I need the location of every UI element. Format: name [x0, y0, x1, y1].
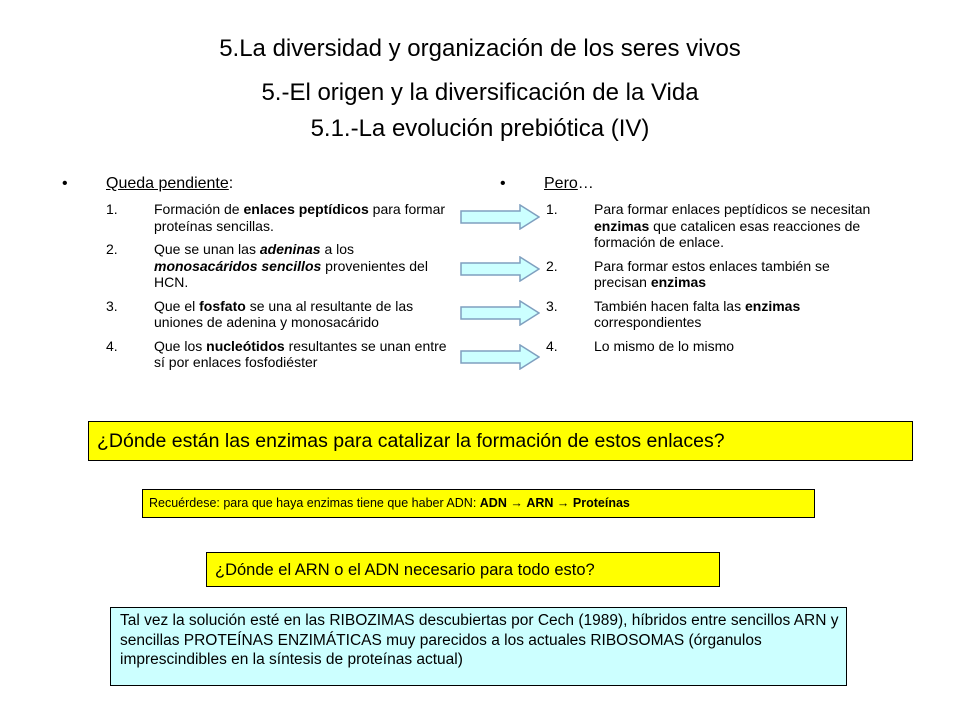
list-item: [546, 298, 886, 331]
item-text: Para formar estos enlaces también se precisan: [594, 257, 830, 290]
list-number: 3.: [546, 297, 558, 314]
item-text: Formación de: [154, 201, 244, 217]
item-bold: enzimas: [744, 297, 801, 314]
list-number: 1.: [546, 201, 558, 217]
reminder-arn: ARN: [526, 496, 554, 510]
item-text: para formar proteínas sencillas.: [154, 201, 446, 234]
title-subsection: 5.1.-La evolución prebiótica (IV): [310, 115, 650, 142]
right-arrow-icon: [460, 344, 540, 370]
list-item: [106, 338, 454, 371]
solution-box: Tal vez la solución esté en las RIBOZIMAS descubiertas por Cech (1989), híbridos entre sencillos ARN y sencillas PROTEÍNAS ENZIMÁTICAS muy parecidos a los actuales RIBOSOMAS (órganulos imprescindibles en la síntesis de proteínas actual): [110, 607, 847, 686]
question-enzimas-box: ¿Dónde están las enzimas para catalizar la formación de estos enlaces?: [88, 421, 913, 461]
item-bold-italic: adeninas: [259, 241, 321, 257]
arrow-right-icon: →: [556, 496, 570, 510]
list-number: 4.: [106, 337, 118, 354]
item-bold: enzimas: [594, 217, 650, 234]
right-list: [546, 201, 886, 361]
item-text: a los: [320, 241, 355, 257]
left-heading-text: Queda pendiente: [106, 175, 229, 192]
title-section: 5.-El origen y la diversificación de la Vida: [261, 79, 699, 106]
item-text: Para formar enlaces peptídicos se necesitan: [594, 201, 871, 217]
list-number: 2.: [106, 241, 118, 257]
list-item: [106, 201, 454, 234]
item-text: Que los: [154, 337, 207, 354]
left-heading: [62, 174, 233, 194]
item-text: Lo mismo de lo mismo: [594, 337, 735, 354]
bullet-dot: •: [500, 175, 506, 192]
reminder-text: Recuérdese: para que haya enzimas tiene que haber ADN:: [149, 496, 480, 510]
item-text: provenientes del HCN.: [154, 257, 428, 290]
right-heading-text: Pero: [544, 175, 578, 192]
arrow-right-icon: →: [510, 496, 523, 510]
bullet-dot: •: [62, 175, 68, 192]
item-bold: enlaces peptídicos: [243, 201, 369, 217]
list-item: [106, 298, 454, 331]
reminder-box: [142, 489, 815, 518]
item-text: Que el: [154, 297, 200, 314]
title-main: 5.La diversidad y organización de los seres vivos: [219, 35, 741, 62]
right-heading: [500, 174, 594, 194]
right-arrow-icon: [460, 204, 540, 230]
right-arrow-icon: [460, 300, 540, 326]
item-bold: enzimas: [650, 274, 707, 290]
item-text: se una al resultante de las uniones de adenina y monosacárido: [154, 297, 414, 330]
left-heading-suffix: :: [228, 175, 234, 192]
reminder-adn: ADN: [479, 496, 507, 510]
right-arrow-icon: [460, 256, 540, 282]
left-list: [106, 201, 454, 378]
list-number: 4.: [546, 337, 558, 354]
list-number: 3.: [106, 297, 118, 314]
list-number: 1.: [106, 201, 118, 217]
list-number: 2.: [546, 257, 558, 274]
item-text: resultantes se unan entre sí por enlaces fosfodiéster: [154, 337, 447, 370]
item-text: Que se unan las: [154, 241, 260, 257]
item-bold: fosfato: [199, 297, 246, 314]
item-bold: nucleótidos: [206, 337, 285, 354]
item-text: También hacen falta las: [594, 297, 745, 314]
list-item: [546, 338, 886, 355]
list-item: [546, 258, 886, 291]
list-item: [106, 241, 454, 291]
right-heading-suffix: …: [577, 175, 594, 192]
item-text: que catalicen esas reacciones de formación de enlace.: [594, 217, 861, 250]
question-arn-box: ¿Dónde el ARN o el ADN necesario para todo esto?: [206, 552, 720, 587]
list-item: [546, 201, 886, 251]
item-text: correspondientes: [594, 314, 702, 330]
item-bold-italic: monosacáridos sencillos: [154, 257, 322, 274]
reminder-proteinas: Proteínas: [572, 496, 630, 510]
